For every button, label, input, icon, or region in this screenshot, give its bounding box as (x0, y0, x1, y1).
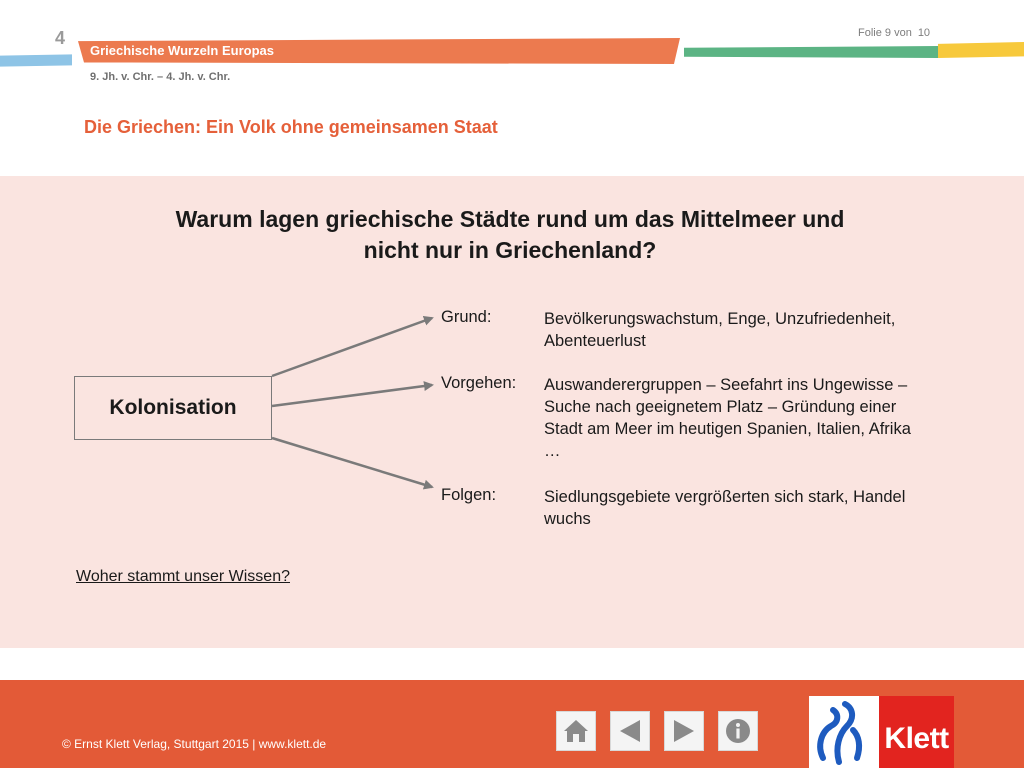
next-slide-button[interactable] (664, 711, 704, 751)
klett-wordmark: Klett (884, 722, 949, 755)
row-line: Stadt am Meer im heutigen Spanien, Italien, Afrika (544, 420, 911, 438)
row-line: Auswanderergruppen – Seefahrt ins Ungewisse – (544, 376, 908, 394)
row-text-grund (544, 308, 895, 352)
chapter-number: 4 (55, 28, 66, 48)
chapter-title: Griechische Wurzeln Europas (90, 43, 274, 58)
row-label-folgen: Folgen: (441, 486, 497, 504)
copyright-text: © Ernst Klett Verlag, Stuttgart 2015 | www.klett.de (62, 737, 327, 751)
source-link[interactable]: Woher stammt unser Wissen? (76, 568, 290, 585)
home-button[interactable] (556, 711, 596, 751)
row-line: Suche nach geeignetem Platz – Gründung einer (544, 398, 897, 416)
klett-wordmark-box (879, 696, 954, 768)
row-line: … (544, 442, 561, 460)
previous-arrow-icon (615, 716, 645, 746)
row-label-grund: Grund: (441, 308, 492, 326)
row-label-vorgehen: Vorgehen: (441, 374, 517, 392)
question-line-2: nicht nur in Griechenland? (363, 237, 657, 263)
arrow-to-grund (272, 318, 432, 376)
next-arrow-icon (669, 716, 699, 746)
home-icon (561, 716, 591, 746)
kolonisation-box: Kolonisation (74, 376, 272, 440)
info-button[interactable] (718, 711, 758, 751)
row-line: Bevölkerungswachstum, Enge, Unzufriedenheit, (544, 310, 896, 328)
row-line: Abenteuerlust (544, 332, 646, 350)
row-text-vorgehen (544, 374, 911, 462)
info-icon (723, 716, 753, 746)
previous-slide-button[interactable] (610, 711, 650, 751)
klett-emblem (809, 696, 879, 768)
question-line-1: Warum lagen griechische Städte rund um das Mittelmeer und (175, 206, 845, 232)
row-line: wuchs (544, 510, 591, 528)
row-line: Siedlungsgebiete vergrößerten sich stark, Handel (544, 488, 906, 506)
arrow-to-vorgehen (272, 385, 432, 406)
time-period: 9. Jh. v. Chr. – 4. Jh. v. Chr. (90, 71, 231, 83)
page-subtitle: Die Griechen: Ein Volk ohne gemeinsamen Staat (84, 117, 498, 137)
klett-emblem-icon (809, 696, 879, 768)
klett-logo (809, 696, 954, 768)
row-text-folgen (544, 486, 905, 530)
slide-counter-label: Folie 9 von (858, 27, 912, 39)
slide-counter-total: 10 (917, 27, 931, 39)
arrow-to-folgen (272, 438, 432, 487)
